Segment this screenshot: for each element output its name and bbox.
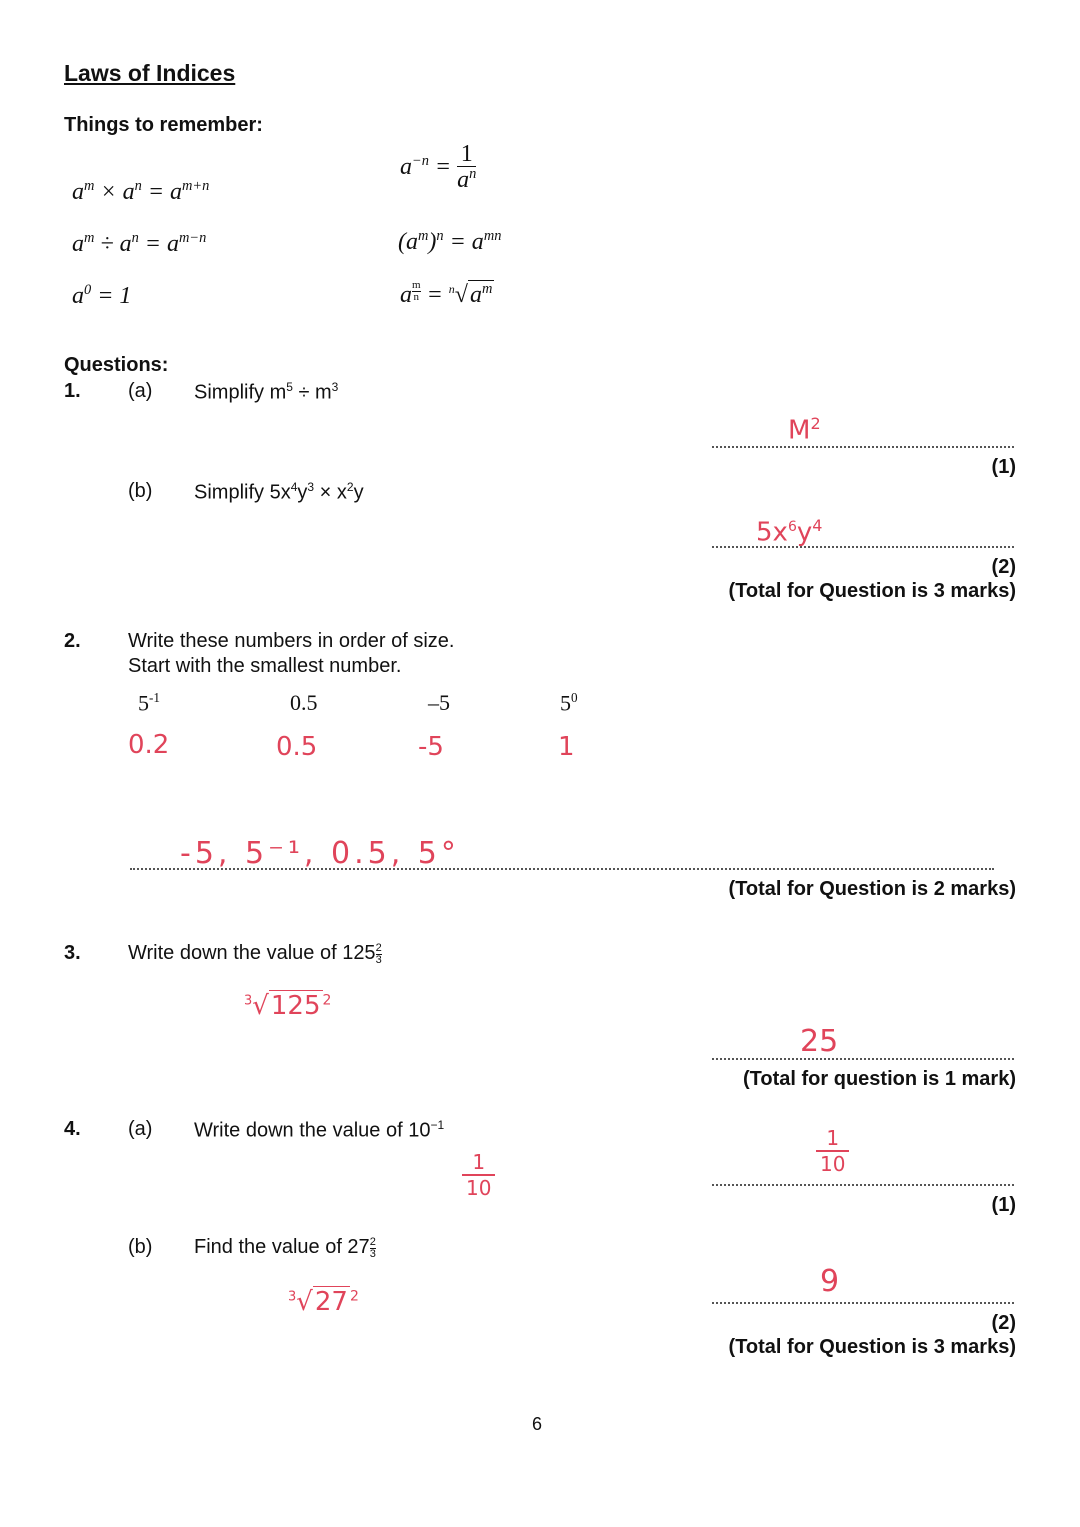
radical-icon: √ bbox=[296, 1287, 313, 1317]
q1b-answer-line bbox=[712, 546, 1014, 548]
q2-working-1: 0.2 bbox=[128, 730, 170, 760]
q2-instruction-2: Start with the smallest number. bbox=[128, 655, 402, 677]
q4a-label: (a) bbox=[128, 1118, 153, 1140]
rule-zero-power: $a^0 = 1$ bbox=[72, 282, 132, 309]
q4b-marks: (2) bbox=[991, 1312, 1016, 1334]
radical-icon: √ bbox=[454, 282, 468, 308]
q1a-marks: (1) bbox=[991, 456, 1016, 478]
q3-total: (Total for question is 1 mark) bbox=[743, 1068, 1016, 1090]
q2-working-4: 1 bbox=[558, 732, 575, 762]
q1-number: 1. bbox=[64, 380, 81, 402]
q1b-marks: (2) bbox=[991, 556, 1016, 578]
rule-negative-power: $a^{-n}$ = $\frac{1}{a^n}$ bbox=[400, 141, 477, 193]
q4a-marks: (1) bbox=[991, 1194, 1016, 1216]
q3-question: Write down the value of 125 $\frac{2}{3}$ bbox=[128, 942, 382, 966]
q4-total: (Total for Question is 3 marks) bbox=[728, 1336, 1016, 1358]
q4a-question: Write down the value of $10^{-1}$ bbox=[194, 1118, 445, 1142]
remember-heading: Things to remember: bbox=[64, 114, 263, 136]
q4b-working: $^3$√27 $^2$ bbox=[288, 1287, 359, 1317]
q2-number: 2. bbox=[64, 630, 81, 652]
q3-working: $^3$√125 $^2$ bbox=[244, 991, 332, 1021]
q1b-label: (b) bbox=[128, 480, 153, 502]
q2-answer: -5, 5⁻¹, 0.5, 5° bbox=[180, 836, 460, 871]
q3-answer: 25 bbox=[800, 1024, 839, 1059]
q2-working-2: 0.5 bbox=[276, 732, 318, 762]
q4-number: 4. bbox=[64, 1118, 81, 1140]
q1-total: (Total for Question is 3 marks) bbox=[728, 580, 1016, 602]
q4a-answer: $\frac{1}{10}$ bbox=[820, 1128, 845, 1174]
q2-instruction-1: Write these numbers in order of size. bbox=[128, 630, 455, 652]
q4b-answer-line bbox=[712, 1302, 1014, 1304]
rule-multiplication: $a^m \times a^n = a^{m+n}$ bbox=[72, 178, 210, 205]
q2-number-1: $5^{-1}$ bbox=[138, 690, 160, 716]
rule-division: $a^m \div a^n = a^{m-n}$ bbox=[72, 230, 207, 257]
page-title: Laws of Indices bbox=[64, 60, 236, 86]
q2-number-2: 0.5 bbox=[290, 690, 318, 715]
q4a-answer-line bbox=[712, 1184, 1014, 1186]
q2-working-3: -5 bbox=[418, 732, 444, 762]
q2-answer-line bbox=[130, 868, 994, 870]
q2-number-4: $5^0$ bbox=[560, 690, 578, 716]
questions-heading: Questions: bbox=[64, 354, 169, 376]
page-number: 6 bbox=[532, 1414, 543, 1434]
rule-power-of-power: $(a^m)^n = a^{mn}$ bbox=[398, 228, 502, 255]
q2-total: (Total for Question is 2 marks) bbox=[728, 878, 1016, 900]
q1b-answer: $5x^6y^4$ bbox=[756, 516, 823, 548]
q1a-label: (a) bbox=[128, 380, 153, 402]
q4b-question: Find the value of 27 $\frac{2}{3}$ bbox=[194, 1236, 376, 1260]
q4b-answer: 9 bbox=[820, 1264, 840, 1299]
q2-number-3: –5 bbox=[428, 690, 450, 715]
q3-number: 3. bbox=[64, 942, 81, 964]
q3-answer-line bbox=[712, 1058, 1014, 1060]
q4b-label: (b) bbox=[128, 1236, 153, 1258]
q1b-question: Simplify $5x^4y^3 \times x^2y$ bbox=[194, 480, 364, 504]
q1a-answer: $M^2$ bbox=[788, 414, 821, 446]
q1a-answer-line bbox=[712, 446, 1014, 448]
q4a-working: $\frac{1}{10}$ bbox=[466, 1152, 491, 1198]
rule-fractional-power: a $\frac{m}{n}$ = $^n√a^m$ bbox=[400, 279, 493, 308]
radical-icon: √ bbox=[252, 991, 269, 1021]
q1a-question: Simplify $m^5 \div m^3$ bbox=[194, 380, 339, 404]
